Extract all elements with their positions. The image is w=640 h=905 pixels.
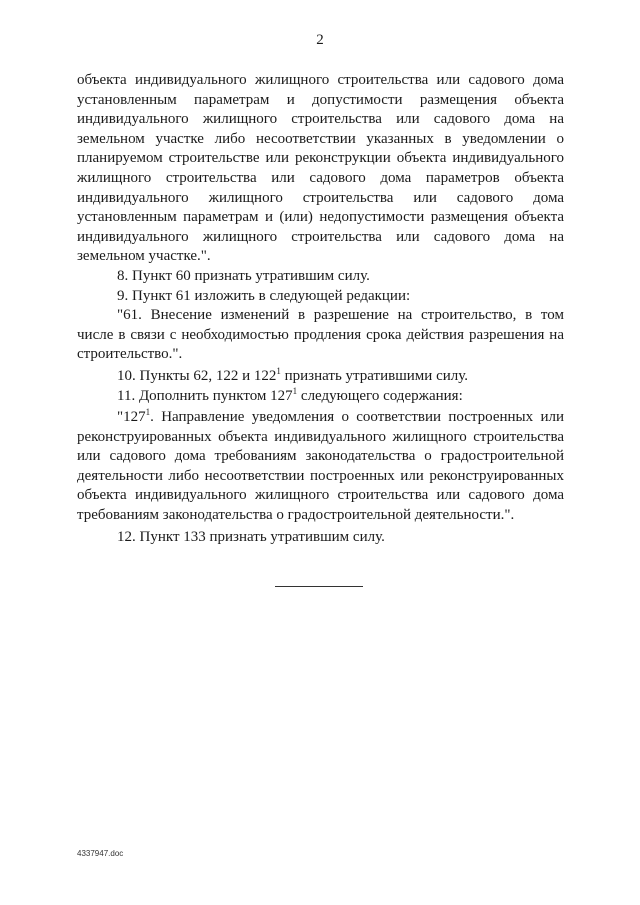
paragraph-item-11 [77,387,564,407]
paragraph-item-10 [77,367,564,387]
item-11-quote-text: . Направление уведомления о соответствии построенных или реконструированных объекта индивидуального жилищного строительства или садового дома требованиям законодательства о градостроительной деятельности либо несоответствии построенных или реконструированных объекта индивидуального жилищного строительства или садового дома требованиям законодательства о градостроительной деятельности.". [77,409,564,524]
document-body [77,71,564,547]
paragraph-item-11-quote [77,408,564,526]
footer-file-name: 4337947.doc [77,849,124,858]
item-10-text: 10. Пункты 62, 122 и 122 [117,367,277,384]
paragraph-item-9-quote: "61. Внесение изменений в разрешение на строительство, в том числе в связи с необходимостью продления срока действия разрешения на строительство.". [77,307,564,363]
paragraph-item-12: 12. Пункт 133 признать утратившим силу. [117,528,385,545]
item-11-superscript: 1 [292,385,298,396]
item-11-text: 11. Дополнить пунктом 127 [117,387,293,404]
item-10-superscript: 1 [276,365,281,376]
item-11-quote-start: "127 [117,409,146,426]
item-11-quote-superscript: 1 [145,407,151,418]
item-10-text-end: признать утратившими силу. [280,367,468,384]
paragraph-continuation: объекта индивидуального жилищного строительства или садового дома установленным параметрам и допустимости размещения объекта индивидуального жилищного строительства или садового дома на земельном участке либо несоответствии указанных в уведомлении о планируемом строительстве или реконструкции объекта индивидуального жилищного строительства или садового дома параметров объекта индивидуального жилищного строительства или садового дома установленным параметрам и (или) недопустимости размещения объекта индивидуального жилищного строительства или садового дома на земельном участке.". [77,72,564,265]
paragraph-item-9: 9. Пункт 61 изложить в следующей редакции: [117,287,411,304]
end-separator-line [275,586,363,587]
item-11-text-end: следующего содержания: [297,387,463,404]
paragraph-item-8: 8. Пункт 60 признать утратившим силу. [117,267,370,284]
page-number: 2 [316,32,324,48]
